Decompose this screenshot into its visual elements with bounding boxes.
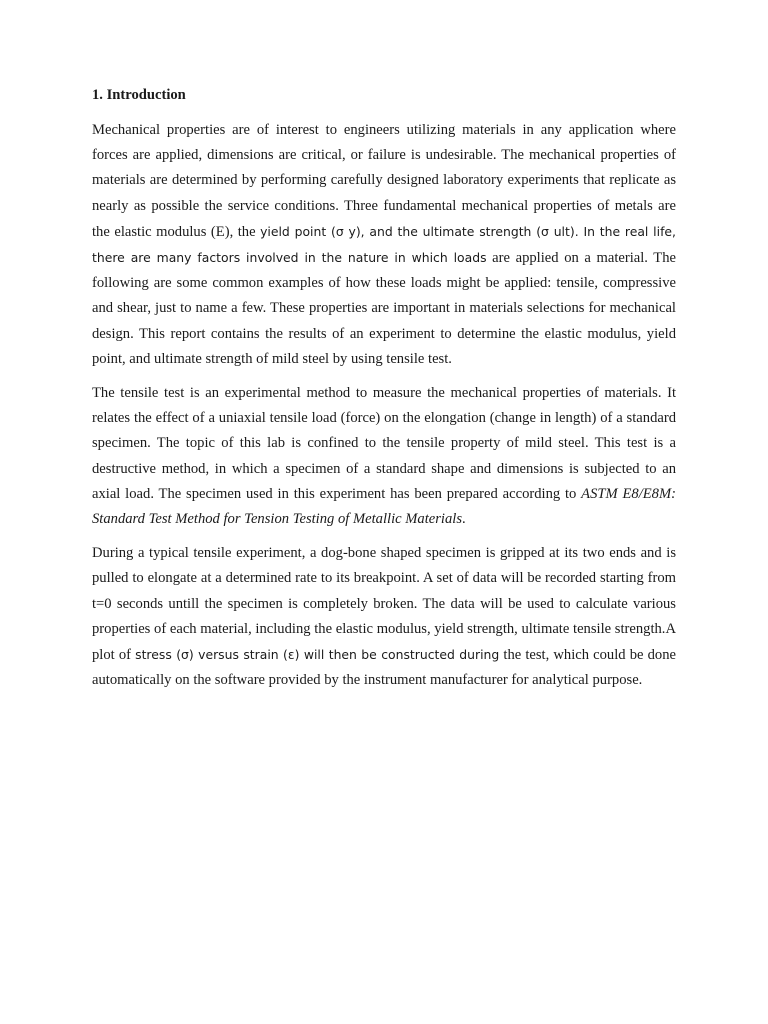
paragraph-experiment-text-3: the test, which could be done automatically on the software provided by the instrument manufacturer for analytical purpose. (92, 647, 676, 689)
paragraph-experiment-text-1: During a typical tensile experiment, a dog-bone shaped specimen is gripped at its two ends and is pulled to elongate at a determined rate to its breakpoint. A set of data will be recorded starting from t=0 seconds untill the specimen is completely broken. The data will be used to calculate various properties of each material, including the elastic modulus, yield strength, ultimate tensile strength.A plot of (92, 545, 676, 664)
paragraph-tensile-text-end: . (462, 511, 466, 528)
paragraph-intro-text-3: are applied on a material. The following are some common examples of how these loads might be applied: tensile, compressive and shear, just to name a few. These properties are important in materials selections for mechanical design. This report contains the results of an experiment to determine the elastic modulus, yield point, and ultimate strength of mild steel by using tensile test. (92, 250, 676, 367)
paragraph-intro-text-1: Mechanical properties are of interest to engineers utilizing materials in any application where forces are applied, dimensions are critical, or failure is undesirable. The mechanical properties of materials are determined by performing carefully designed laboratory experiments that replicate as nearly as possible the service conditions. Three fundamental mechanical properties of metals are the elastic modulus (E), the (92, 122, 676, 240)
section-heading: 1. Introduction (92, 87, 186, 103)
paragraph-tensile-test (92, 381, 676, 532)
astm-standard-title: ASTM E8/E8M: Standard Test Method for Tension Testing of Metallic Materials (92, 485, 676, 528)
paragraph-experiment-text-2: stress (σ) versus strain (ε) will then be constructed during (135, 647, 500, 663)
paragraph-intro (92, 118, 676, 372)
paragraph-experiment (92, 541, 676, 693)
paragraph-tensile-text-1: The tensile test is an experimental method to measure the mechanical properties of materials. It relates the effect of a uniaxial tensile load (force) on the elongation (change in length) of a standard specimen. The topic of this lab is confined to the tensile property of mild steel. This test is a destructive method, in which a specimen of a standard shape and dimensions is subjected to an axial load. The specimen used in this experiment has been prepared according to (92, 385, 676, 502)
document-body (92, 84, 676, 702)
paragraph-intro-text-2: yield point (σ y), and the ultimate strength (σ ult). In the real life, there are many factors involved in the nature in which loads (92, 223, 676, 266)
